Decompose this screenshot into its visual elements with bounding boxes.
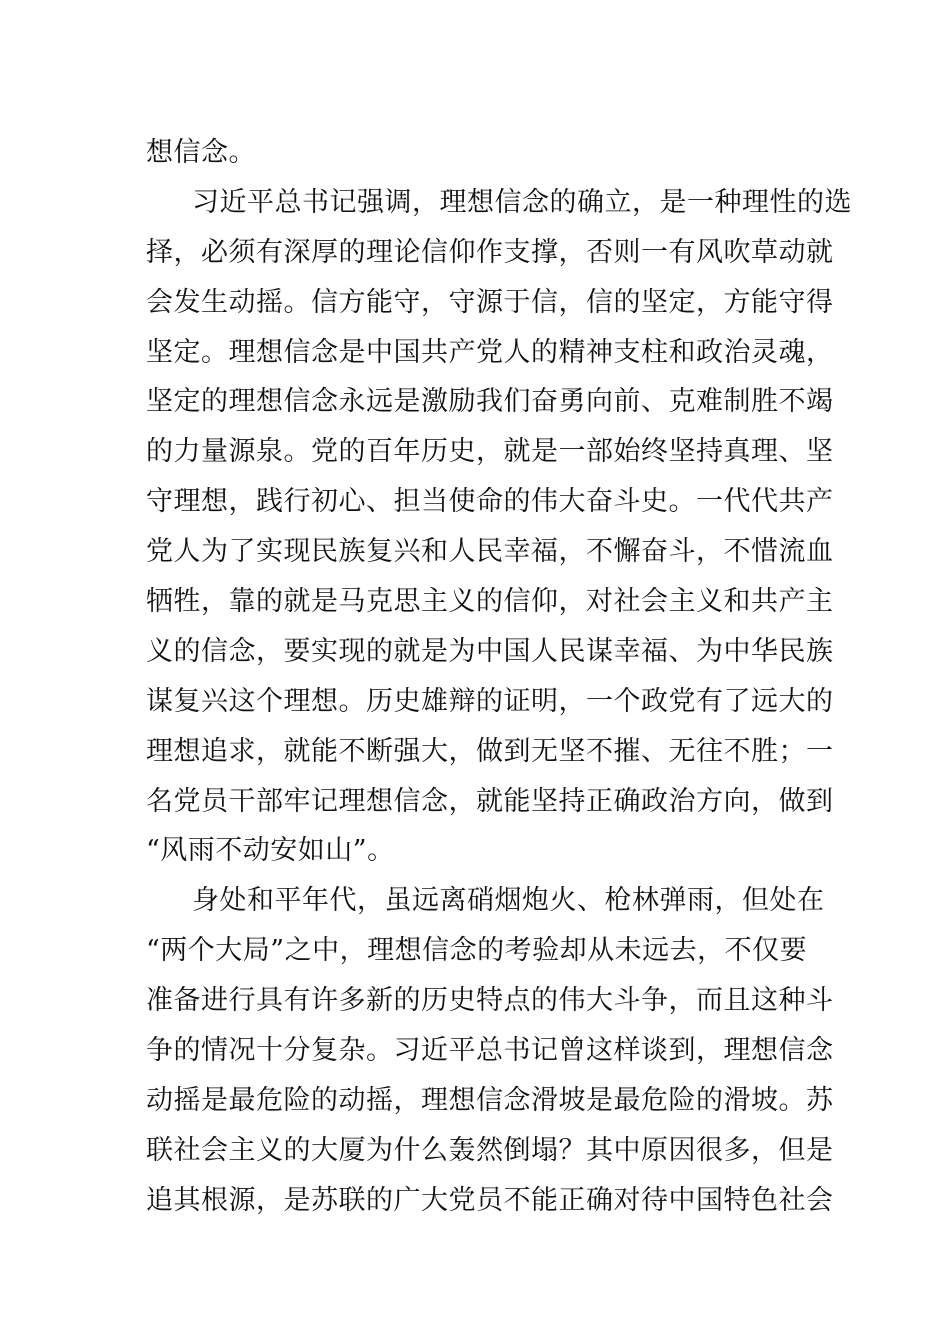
body-text <box>146 128 852 1226</box>
text-line: 党人为了实现民族复兴和人民幸福，不懈奋斗，不惜流血 <box>146 536 834 568</box>
text-line: 追其根源，是苏联的广大党员不能正确对待中国特色社会 <box>146 1184 834 1216</box>
text-line: 准备进行具有许多新的历史特点的伟大斗争，而且这种斗 <box>146 985 834 1017</box>
text-line: 坚定的理想信念永远是激励我们奋勇向前、克难制胜不竭 <box>146 386 834 418</box>
text-line: 争的情况十分复杂。习近平总书记曾这样谈到，理想信念 <box>146 1035 834 1067</box>
text-line: 理想追求，就能不断强大，做到无坚不摧、无往不胜；一 <box>146 735 834 767</box>
text-line: “风雨不动安如山”。 <box>146 835 395 867</box>
paragraph-first-line: 身处和平年代，虽远离硝烟炮火、枪林弹雨，但处在 <box>192 885 825 917</box>
text-line: 联社会主义的大厦为什么轰然倒塌？其中原因很多，但是 <box>146 1134 834 1166</box>
text-line: 谋复兴这个理想。历史雄辩的证明，一个政党有了远大的 <box>146 685 834 717</box>
text-line: 名党员干部牢记理想信念，就能坚持正确政治方向，做到 <box>146 785 834 817</box>
text-line: 动摇是最危险的动摇，理想信念滑坡是最危险的滑坡。苏 <box>146 1084 834 1116</box>
text-line: 会发生动摇。信方能守，守源于信，信的坚定，方能守得 <box>146 286 834 318</box>
paragraph-first-line: 习近平总书记强调，理想信念的确立，是一种理性的选 <box>192 186 852 218</box>
text-line: 守理想，践行初心、担当使命的伟大奋斗史。一代代共产 <box>146 486 834 518</box>
text-line: 想信念。 <box>146 137 256 168</box>
text-line: 择，必须有深厚的理论信仰作支撑，否则一有风吹草动就 <box>146 236 834 268</box>
text-line: 义的信念，要实现的就是为中国人民谋幸福、为中华民族 <box>146 635 834 667</box>
text-line: 牺牲，靠的就是马克思主义的信仰，对社会主义和共产主 <box>146 586 834 618</box>
text-line: 坚定。理想信念是中国共产党人的精神支柱和政治灵魂， <box>146 336 834 368</box>
text-line: “两个大局”之中，理想信念的考验却从未远去，不仅要 <box>146 935 808 967</box>
text-line: 的力量源泉。党的百年历史，就是一部始终坚持真理、坚 <box>146 436 834 468</box>
